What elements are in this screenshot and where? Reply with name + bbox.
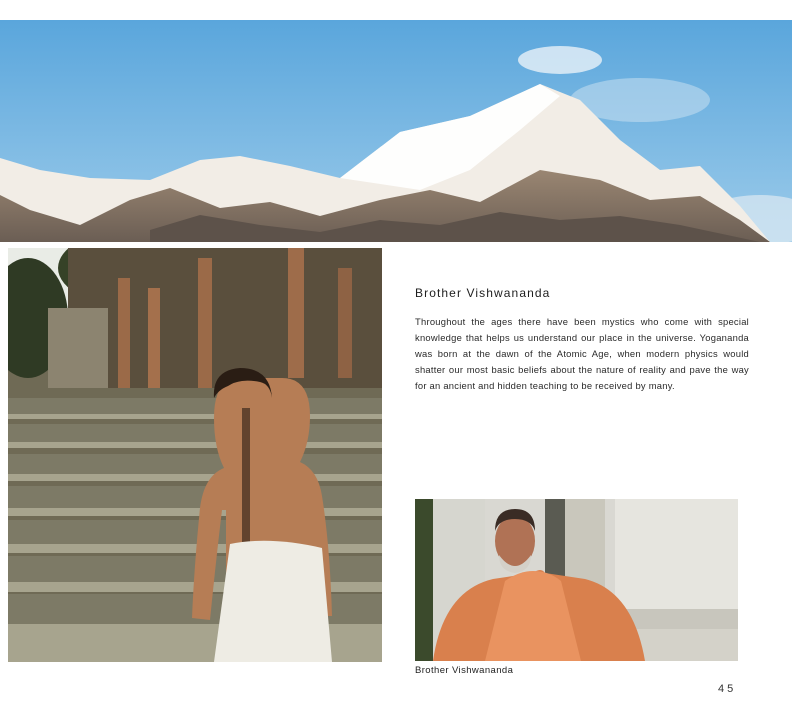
mountain-photo bbox=[0, 20, 792, 242]
section-heading: Brother Vishwananda bbox=[415, 286, 551, 300]
body-paragraph: Throughout the ages there have been mystics who come with special knowledge that helps us understand our place in the universe. Yogananda was born at the dawn of the Atomic Age, when modern physics would shatter our most basic beliefs about the nature of reality and pave the way for an ancient and hidden teaching to be received by many. bbox=[415, 316, 749, 391]
page-number: 45 bbox=[718, 683, 737, 695]
boy-on-steps-photo bbox=[8, 248, 382, 662]
portrait-caption: Brother Vishwananda bbox=[415, 665, 514, 676]
vishwananda-portrait-photo bbox=[415, 499, 738, 661]
